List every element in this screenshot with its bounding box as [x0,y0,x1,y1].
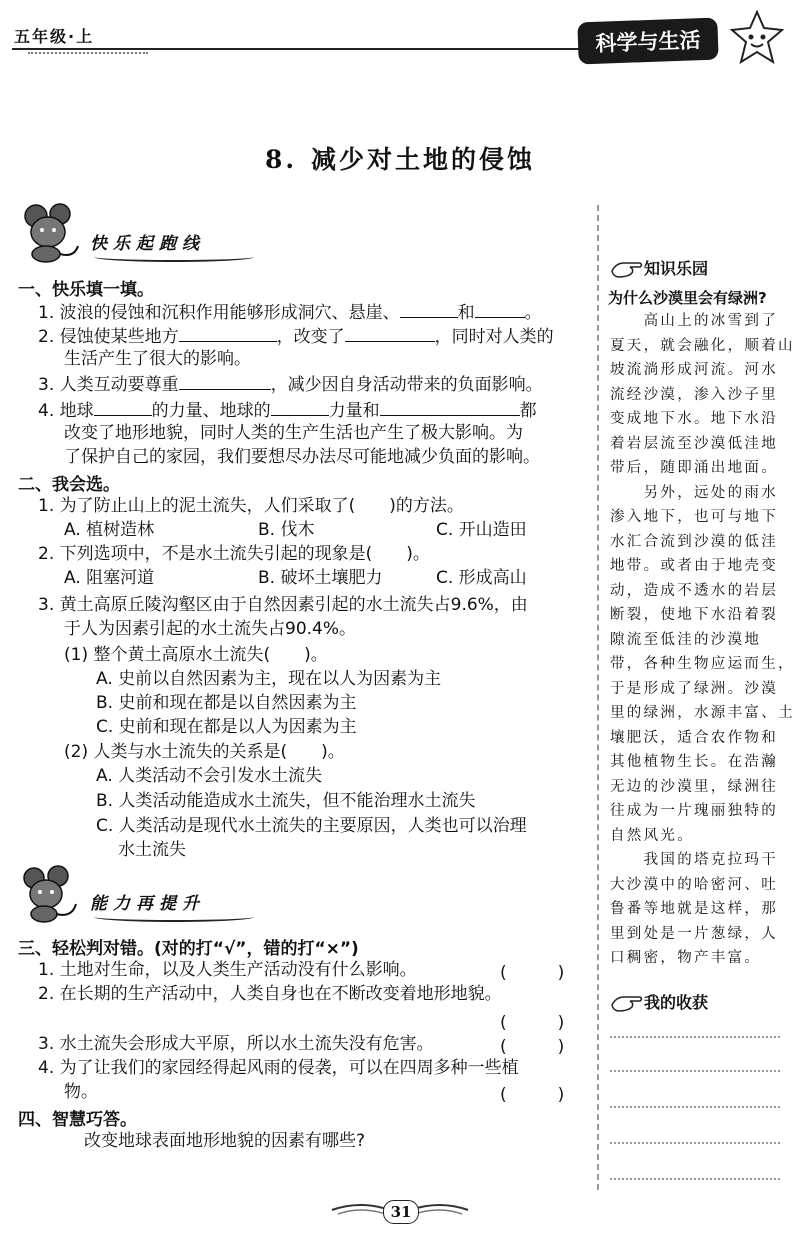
choice-question-1: 1. 为了防止山上的泥土流失，人们采取了( )的方法。 [38,496,464,516]
header-decoration [28,52,148,64]
choice-question-2: 2. 下列选项中，不是水土流失引起的现象是( )。 [38,544,430,564]
note-line[interactable] [610,1106,780,1108]
knowledge-line: 于是形成了绿洲。沙漠 [610,680,778,697]
header-rule [12,48,597,50]
judge-question-4: 4. 为了让我们的家园经得起风雨的侵袭，可以在四周多种一些植 [38,1058,519,1078]
answer-blank[interactable] [271,397,329,416]
section-heading-judge: 三、轻松判对错。(对的打“√”，错的打“×”) [18,939,359,959]
option-a[interactable]: A. 人类活动不会引发水土流失 [96,766,323,786]
knowledge-line: 壤肥沃，适合农作物和 [610,729,778,746]
knowledge-line: 里到处是一片葱绿，人 [610,925,778,942]
answer-blank[interactable] [380,397,520,416]
knowledge-line: 自然风光。 [610,827,694,844]
option-b[interactable]: B. 破坏土壤肥力 [258,568,383,588]
knowledge-line: 里的绿洲，水源丰富、土 [610,705,795,721]
option-c[interactable]: C. 人类活动是现代水土流失的主要原因，人类也可以治理 [96,816,527,836]
choice-question-3-cont: 于人为因素引起的水土流失占90.4%。 [64,619,357,639]
sub-question-2: (2) 人类与水土流失的关系是( )。 [64,742,345,762]
fill-question-2-cont: 生活产生了很大的影响。 [64,349,251,369]
knowledge-line: 着岩层流至沙漠低洼地 [610,435,778,452]
knowledge-line: 其他植物生长。在浩瀚 [610,754,778,770]
knowledge-line: 坡流淌形成河流。河水 [610,362,778,378]
knowledge-line: 无边的沙漠里，绿洲往 [610,778,778,795]
knowledge-line: 另外，远处的雨水 [610,484,778,501]
option-b[interactable]: B. 人类活动能造成水土流失，但不能治理水土流失 [96,791,476,811]
answer-parentheses[interactable]: ( ) [500,1085,565,1105]
answer-blank[interactable] [345,323,435,342]
knowledge-line: 带后，随即涌出地面。 [610,460,778,476]
knowledge-line: 我国的塔克拉玛干 [610,852,778,868]
answer-parentheses[interactable]: ( ) [500,963,565,983]
note-line[interactable] [610,1036,780,1038]
section-banner-advance: 能力再提升 [14,862,274,924]
knowledge-question: 为什么沙漠里会有绿洲? [608,289,767,307]
knowledge-line: 动，造成不透水的岩层 [610,582,778,599]
answer-blank[interactable] [179,323,277,342]
note-line[interactable] [610,1070,780,1072]
section-heading-answer: 四、智慧巧答。 [18,1110,137,1130]
knowledge-line: 渗入地下，也可与地下 [610,509,778,525]
mouse-mascot-icon [14,864,84,924]
option-c[interactable]: C. 形成高山 [436,568,527,588]
open-question: 改变地球表面地形地貌的因素有哪些? [84,1131,366,1151]
knowledge-title: 知识乐园 [644,259,709,278]
sub-question-1: (1) 整个黄土高原水土流失( )。 [64,645,328,665]
harvest-title: 我的收获 [644,993,709,1012]
fill-question-4-line2: 改变了地形地貌，同时人类的生产生活也产生了极大影响。为 [64,423,523,443]
section-banner-warmup: 快乐起跑线 [14,200,274,264]
knowledge-line: 大沙漠中的哈密河、吐 [610,876,778,893]
knowledge-line: 变成地下水。地下水沿 [610,411,778,427]
judge-question-3: 3. 水土流失会形成大平原，所以水土流失没有危害。 [38,1034,434,1054]
knowledge-line: 夏天，就会融化，顺着山 [610,337,795,354]
answer-blank[interactable] [400,299,458,318]
page-number: 31 [383,1200,419,1224]
star-mascot-icon [728,10,786,66]
mouse-mascot-icon [14,202,84,264]
answer-blank[interactable] [475,299,525,318]
option-a[interactable]: A. 阻塞河道 [64,568,155,588]
option-b[interactable]: B. 伐木 [258,520,315,540]
pointing-hand-icon [610,257,644,279]
knowledge-passage [610,309,795,971]
answer-parentheses[interactable]: ( ) [500,1037,565,1057]
answer-blank[interactable] [179,371,271,390]
fill-question-4: 4. 地球 的力量、地球的 力量和 都 [38,397,537,423]
option-a[interactable]: A. 史前以自然因素为主，现在以人为因素为主 [96,669,442,689]
fill-question-1: 1. 波浪的侵蚀和沉积作用能够形成洞穴、悬崖、 和 。 [38,299,542,325]
column-divider [597,205,599,1190]
knowledge-line: 带，各种生物应运而生， [610,656,795,672]
knowledge-line: 口稠密，物产丰富。 [610,950,762,966]
option-b[interactable]: B. 史前和现在都是以自然因素为主 [96,693,357,713]
knowledge-line: 断裂，使地下水沿着裂 [610,607,778,623]
knowledge-line: 往成为一片瑰丽独特的 [610,803,778,819]
knowledge-line: 隙流至低洼的沙漠地 [610,631,762,648]
judge-question-2: 2. 在长期的生产活动中，人类自身也在不断改变着地形地貌。 [38,984,502,1004]
judge-question-4-cont: 物。 [64,1082,98,1102]
knowledge-line: 流经沙漠，渗入沙子里 [610,386,778,403]
knowledge-line: 鲁番等地就是这样，那 [610,901,778,917]
answer-parentheses[interactable]: ( ) [500,1013,565,1033]
note-line[interactable] [610,1178,780,1180]
harvest-header [610,990,708,1013]
fill-question-4-line3: 了保护自己的家园，我们要想尽办法尽可能地减少负面的影响。 [64,447,540,467]
note-line[interactable] [610,1142,780,1144]
option-c-cont: 水土流失 [118,840,186,860]
section-heading-choice: 二、我会选。 [18,475,120,495]
option-c[interactable]: C. 开山造田 [436,520,527,540]
pointing-hand-icon [610,991,644,1013]
option-c[interactable]: C. 史前和现在都是以人为因素为主 [96,717,357,737]
answer-blank[interactable] [94,397,152,416]
fill-question-2: 2. 侵蚀使某些地方 ，改变了 ，同时对人类的 [38,323,554,349]
judge-question-1: 1. 土地对生命，以及人类生产活动没有什么影响。 [38,960,417,980]
grade-label: 五年级·上 [14,27,95,46]
page-title: 8. 减少对土地的侵蚀 [264,145,536,174]
choice-question-3: 3. 黄土高原丘陵沟壑区由于自然因素引起的水土流失占9.6%，由 [38,595,528,615]
option-a[interactable]: A. 植树造林 [64,520,155,540]
knowledge-line: 水汇合流到沙漠的低洼 [610,533,778,550]
fill-question-3: 3. 人类互动要尊重 ，减少因自身活动带来的负面影响。 [38,371,543,397]
section-heading-fill: 一、快乐填一填。 [18,280,154,300]
knowledge-line: 地带。或者由于地壳变 [610,558,778,574]
knowledge-header [610,256,708,279]
brand-logo: 科学与生活 [577,18,718,65]
knowledge-line: 高山上的冰雪到了 [610,313,778,329]
